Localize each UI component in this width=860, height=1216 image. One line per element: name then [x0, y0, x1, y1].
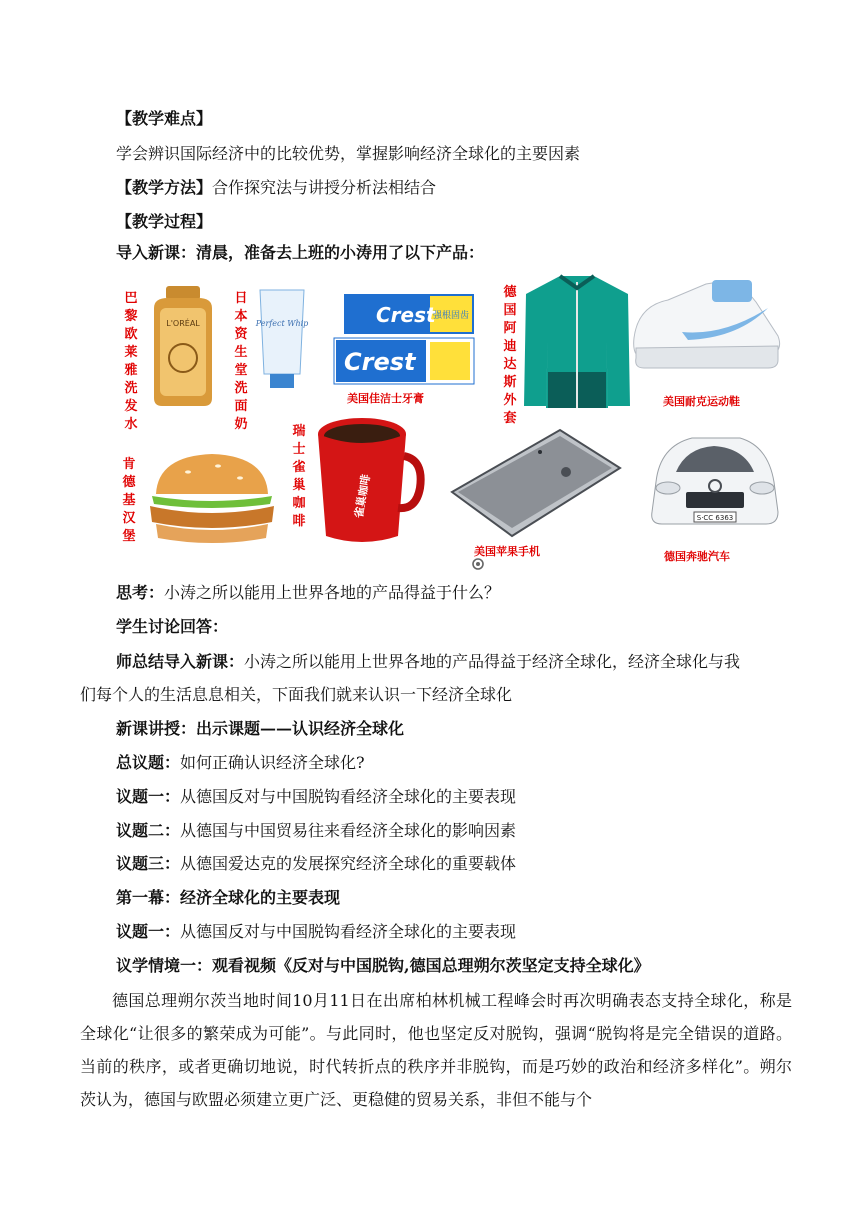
topic1b-label: 议题一： [116, 922, 181, 941]
main-topic-line [116, 752, 365, 774]
method-heading: 【教学方法】 [116, 178, 213, 197]
topic2-label: 议题二： [116, 821, 181, 840]
teacher-label: 师总结导入新课： [116, 652, 245, 671]
shiseido-label: 日本资生堂洗面奶 [234, 291, 248, 432]
main-topic-text: 如何正确认识经济全球化? [180, 753, 365, 772]
act1-heading: 第一幕：经济全球化的主要表现 [116, 888, 341, 907]
benz-plate: S·CC 6363 [696, 514, 734, 522]
shiseido-brand: Perfect Whip [255, 319, 309, 328]
method-text: 合作探究法与讲授分析法相结合 [212, 178, 437, 197]
adidas-label: 德国阿迪达斯外套 [503, 285, 517, 426]
toothpaste-box-image [334, 294, 480, 386]
crest-tag: 强根固齿 [432, 311, 470, 321]
crest-label: 美国佳洁士牙膏 [347, 392, 424, 405]
loreal-brand: L'ORÉAL [166, 319, 200, 328]
kfc-label: 肯德基汉堡 [122, 457, 136, 544]
teacher-text-1: 小涛之所以能用上世界各地的产品得益于经济全球化，经济全球化与我 [244, 652, 741, 671]
think-line [116, 582, 500, 604]
crest-brand-top: Crest [376, 303, 436, 327]
coffee-mug-image [312, 416, 424, 548]
nescafe-label: 瑞士雀巢咖啡 [292, 424, 306, 529]
phone-image [448, 428, 622, 540]
topic1-text: 从德国反对与中国脱钩看经济全球化的主要表现 [180, 787, 517, 806]
think-text: 小涛之所以能用上世界各地的产品得益于什么？ [164, 583, 501, 602]
car-image [646, 432, 782, 532]
main-topic-label: 总议题： [116, 753, 181, 772]
scenario-heading: 议学情境一：观看视频《反对与中国脱钩,德国总理朔尔茨坚定支持全球化》 [116, 956, 650, 975]
teacher-line-1 [116, 651, 740, 673]
loreal-label: 巴黎欧莱雅洗发水 [124, 291, 138, 432]
crest-brand-bottom: Crest [344, 348, 416, 376]
nike-label: 美国耐克运动鞋 [663, 395, 740, 408]
topic1-line [116, 786, 516, 808]
topic3-text: 从德国爱达克的发展探究经济全球化的重要载体 [180, 854, 517, 873]
topic3-line [116, 853, 516, 875]
topic2-text: 从德国与中国贸易往来看经济全球化的影响因素 [180, 821, 517, 840]
topic1b-text: 从德国反对与中国脱钩看经济全球化的主要表现 [180, 922, 517, 941]
teacher-line-2: 们每个人的生活息息相关，下面我们就来认识一下经济全球化 [80, 685, 513, 704]
jacket-image [524, 276, 630, 410]
difficulty-text: 学会辨识国际经济中的比较优势，掌握影响经济全球化的主要因素 [116, 144, 581, 163]
difficulty-heading: 【教学难点】 [116, 109, 213, 128]
topic1-label: 议题一： [116, 787, 181, 806]
new-lesson: 新课讲授：出示课题——认识经济全球化 [116, 719, 405, 738]
think-label: 思考： [116, 583, 165, 602]
shampoo-bottle-image [146, 286, 220, 408]
sneaker-image [628, 276, 784, 376]
topic2-line [116, 820, 516, 842]
topic3-label: 议题三： [116, 854, 181, 873]
burger-image [148, 452, 276, 548]
student-discuss: 学生讨论回答： [116, 617, 229, 636]
apple-label: 美国苹果手机 [474, 545, 540, 558]
search-watermark-icon [472, 558, 484, 570]
method-line [116, 177, 436, 199]
topic1b-line [116, 921, 516, 943]
intro-line: 导入新课：清晨，准备去上班的小涛用了以下产品： [116, 243, 485, 262]
body-paragraph: 德国总理朔尔茨当地时间10月11日在出席柏林机械工程峰会时再次明确表态支持全球化，称是全球化“让很多的繁荣成为可能”。与此同时，他也坚定反对脱钩，强调“脱钩将是完全错误的道路。当前的秩序，或者更确切地说，时代转折点的秩序并非脱钩，而是巧妙的政治和经济多样化”。朔尔茨认为，德国与欧盟必须建立更广泛、更稳健的贸易关系，非但不能与个 [80, 991, 792, 1109]
face-wash-tube-image [256, 290, 308, 390]
benz-label: 德国奔驰汽车 [664, 550, 730, 563]
process-heading: 【教学过程】 [116, 212, 213, 231]
nescafe-brand: 雀巢咖啡 [352, 473, 373, 519]
